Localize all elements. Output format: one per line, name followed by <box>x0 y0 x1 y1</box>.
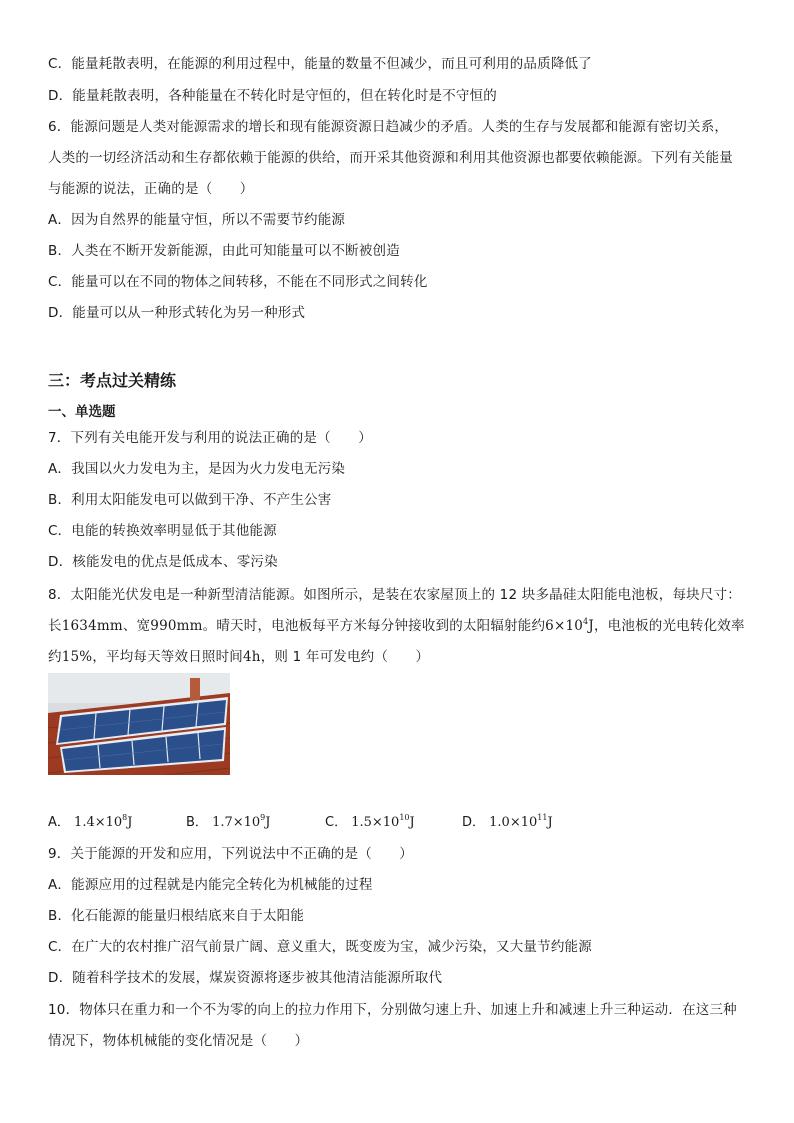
q8-option-a <box>48 813 132 833</box>
q6-option-b: B．人类在不断开发新能源，由此可知能量可以不断被创造 <box>48 243 400 259</box>
option-value: 1.4×10 <box>74 815 123 830</box>
q7-option-a: A．我国以火力发电为主，是因为火力发电无污染 <box>48 461 346 477</box>
q5-option-d: D．能量耗散表明，各种能量在不转化时是守恒的，但在转化时是不守恒的 <box>48 88 497 104</box>
q6-stem-line3: 与能源的说法，正确的是（ ） <box>48 181 254 197</box>
q6-option-a: A．因为自然界的能量守恒，所以不需要节约能源 <box>48 212 346 228</box>
q8-hours: 4h <box>243 649 261 665</box>
option-label: A． <box>48 815 70 830</box>
q8-text: 长 <box>48 618 62 634</box>
section-heading: 三：考点过关精练 <box>48 371 177 390</box>
q7-option-b: B．利用太阳能发电可以做到干净、不产生公害 <box>48 492 332 508</box>
q6-stem-line2: 人类的一切经济活动和生存都依赖于能源的供给，而开采其他资源和利用其他资源也都要依赖能源。下列有关能量 <box>48 150 733 166</box>
q8-energy-unit: J <box>588 618 594 634</box>
option-unit: J <box>127 815 133 830</box>
q9-option-d: D．随着科学技术的发展，煤炭资源将逐步被其他清洁能源所取代 <box>48 970 443 986</box>
q10-stem-line2: 情况下，物体机械能的变化情况是（ ） <box>48 1033 309 1049</box>
option-exponent: 11 <box>537 813 548 822</box>
option-exponent: 9 <box>260 813 266 822</box>
option-exponent: 8 <box>122 813 128 822</box>
q7-option-d: D．核能发电的优点是低成本、零污染 <box>48 554 278 570</box>
q8-text: ，平均每天等效日照时间 <box>92 649 244 665</box>
q8-option-c <box>325 813 415 833</box>
q8-stem-line2 <box>48 616 745 636</box>
option-unit: J <box>547 815 553 830</box>
q8-text: 约 <box>48 649 62 665</box>
option-value: 1.0×10 <box>489 815 538 830</box>
subsection-heading: 一、单选题 <box>48 404 116 420</box>
q8-length: 1634mm <box>61 618 123 634</box>
q10-stem-line1: 10．物体只在重力和一个不为零的向上的拉力作用下，分别做匀速上升、加速上升和减速上升三种运动．在这三种 <box>48 1002 737 1018</box>
q5-option-c: C．能量耗散表明，在能源的利用过程中，能量的数量不但减少，而且可利用的品质降低了 <box>48 56 592 72</box>
option-value: 1.7×10 <box>212 815 261 830</box>
q9-stem: 9．关于能源的开发和应用，下列说法中不正确的是（ ） <box>48 846 413 862</box>
q8-stem-line1: 8．太阳能光伏发电是一种新型清洁能源。如图所示，是装在农家屋顶上的 12 块多晶硅太阳能电池板，每块尺寸： <box>48 587 741 603</box>
q8-energy-exp: 4 <box>583 617 589 626</box>
option-label: C． <box>325 815 348 830</box>
q9-option-a: A．能源应用的过程就是内能完全转化为机械能的过程 <box>48 877 373 893</box>
option-value: 1.5×10 <box>351 815 400 830</box>
q6-option-c: C．能量可以在不同的物体之间转移，不能在不同形式之间转化 <box>48 274 428 290</box>
option-label: D． <box>462 815 486 830</box>
q8-energy-base: 6×10 <box>545 618 584 634</box>
q6-stem-line1: 6．能源问题是人类对能源需求的增长和现有能源资源日趋减少的矛盾。人类的生存与发展都和能源有密切关系， <box>48 119 729 135</box>
q9-option-c: C．在广大的农村推广沼气前景广阔、意义重大，既变废为宝，减少污染，又大量节约能源 <box>48 939 592 955</box>
option-exponent: 10 <box>399 813 410 822</box>
q8-option-d <box>462 813 553 833</box>
option-label: B． <box>186 815 208 830</box>
option-unit: J <box>409 815 415 830</box>
q6-option-d: D．能量可以从一种形式转化为另一种形式 <box>48 305 306 321</box>
q8-text: 、宽 <box>122 618 151 634</box>
q7-stem: 7．下列有关电能开发与利用的说法正确的是（ ） <box>48 430 372 446</box>
option-unit: J <box>265 815 271 830</box>
q9-option-b: B．化石能源的能量归根结底来自于太阳能 <box>48 908 305 924</box>
q8-text: ，则 1 年可发电约（ ） <box>260 649 430 665</box>
q7-option-c: C．电能的转换效率明显低于其他能源 <box>48 523 277 539</box>
q8-option-b <box>186 813 270 833</box>
solar-panel-photo <box>48 673 230 775</box>
q8-stem-line3 <box>48 647 429 667</box>
q8-efficiency: 15% <box>61 649 93 665</box>
q8-text: ，电池板的光电转化效率 <box>593 618 745 634</box>
q8-text: 。晴天时，电池板每平方米每分钟接收到的太阳辐射能约 <box>202 618 546 634</box>
q8-width: 990mm <box>150 618 203 634</box>
